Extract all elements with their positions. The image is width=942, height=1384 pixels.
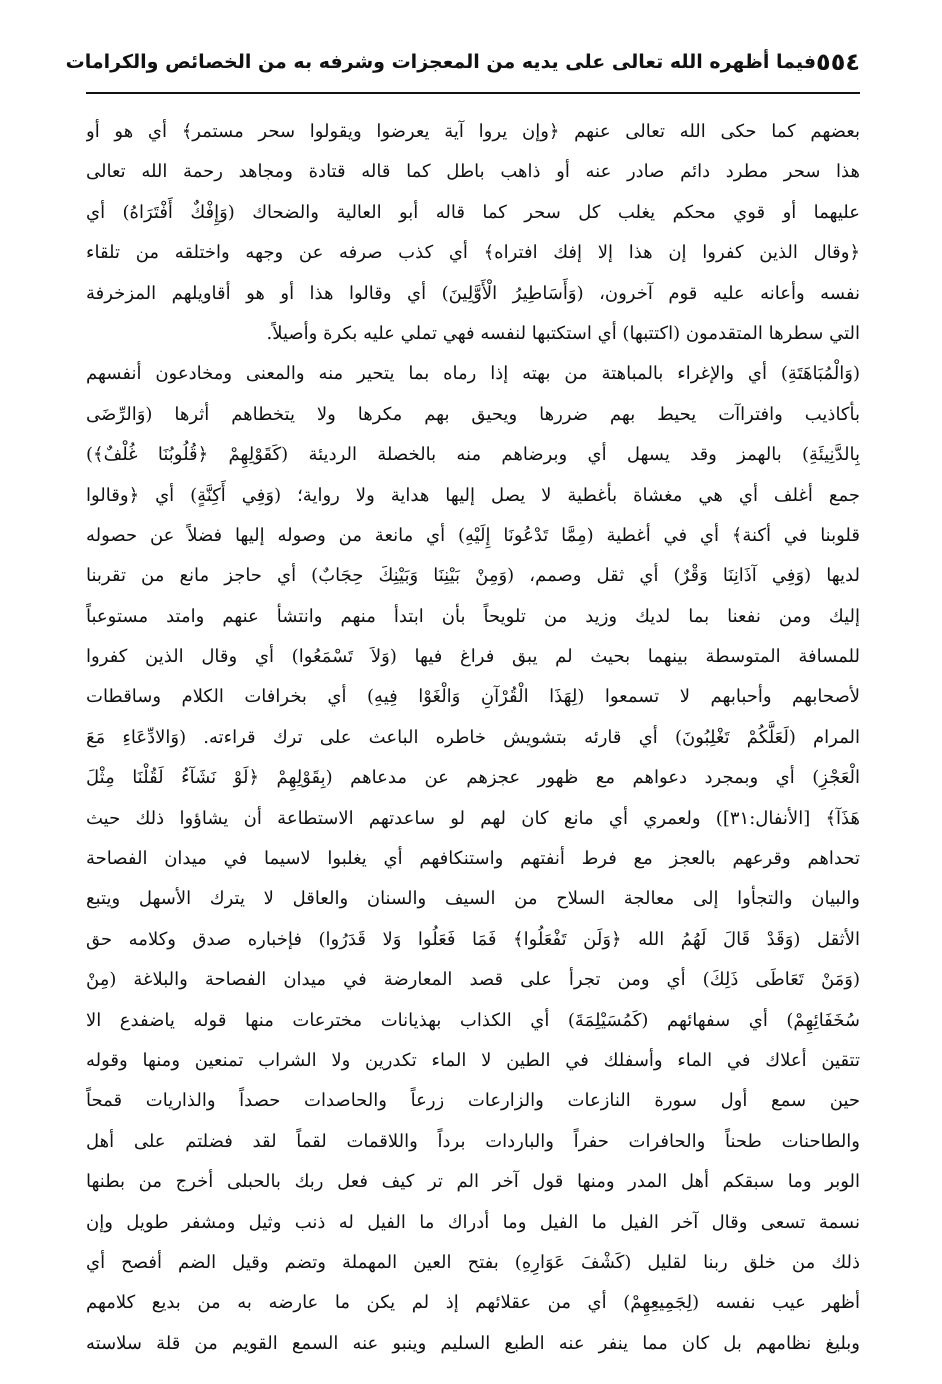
text-line: بأكاذيب وافتراآت يحيط بهم ضررها ويحيق بهم مكرها ولا يتخطاهم أثرها (وَالرِّضَى — [86, 403, 860, 425]
text-line: نفسه وأعانه عليه قوم آخرون، (وَأَسَاطِيرُ الْأَوَّلِينَ) أي وقالوا هذا أو هو أقاويلهم المزخرفة — [86, 282, 860, 304]
text-line: والبيان والتجأوا إلى معالجة السلاح من السيف والسنان والعاقل لا يترك الأسهل ويتبع — [86, 888, 860, 910]
text-line: التي سطرها المتقدمون (اكتتبها) أي استكتبها لنفسه فهي تملي عليه بكرة وأصيلاً. — [266, 322, 860, 344]
text-line: والطاحنات طحناً والحافرات حفراً والباردات برداً واللاقمات لقماً لقد فضلتم على أهل — [86, 1130, 860, 1152]
text-line: تتقين أعلاك في الماء وأسفلك في الطين لا الماء تكدرين ولا الشراب تمنعين ومنها وقوله — [86, 1049, 860, 1071]
text-line: إليك ومن نفعنا بما لديك وزيد من تلويحاً بأن ابتدأ منهم وانتشأ عنهم وامتد مستوعباً — [86, 605, 860, 627]
running-title: فيما أظهره الله تعالى على يديه من المعجزات وشرفه به من الخصائص والكرامات — [65, 51, 817, 73]
page-header — [65, 40, 860, 84]
text-line: سُخَفَائِهِمْ) أي سفهائهم (كَمُسَيْلِمَةَ) أي الكذاب بهذيانات مخترعات منها قوله ياضفدع الا — [86, 1009, 860, 1031]
text-line: للمسافة المتوسطة بينهما بحيث لم يبق فراغ فيها (وَلاَ تَسْمَعُوا) أي وقال الذين كفروا — [86, 646, 860, 668]
text-line: (وَمَنْ تَعَاطَى ذَلِكَ) أي ومن تجرأ على قصد المعارضة في ميدان الفصاحة والبلاغة (مِنْ — [86, 969, 860, 991]
text-line: ﴿وقال الذين كفروا إن هذا إلا إفك افتراه﴾ أي كذب صرفه عن وجهه واختلقه من تلقاء — [86, 242, 860, 264]
text-line: لديها (وَفِي آذَانِنَا وَقْرٌ) أي ثقل وصمم، (وَمِنْ بَيْنِنَا وَبَيْنِكَ حِجَابٌ) أي حاجز مانع من تقربنا — [86, 565, 860, 587]
text-line: جمع أغلف أي هي مغشاة بأغطية لا يصل إليها هداية ولا رواية؛ (وَفِي أَكِنَّةٍ) أي ﴿وقالوا — [86, 484, 860, 506]
text-line: نسمة تسعى وقال آخر الفيل ما الفيل وما أدراك ما الفيل له ذنب وثيل ومشفر طويل وإن — [86, 1211, 860, 1233]
text-line: عليهما أو قوي محكم يغلب كل سحر كما قاله أبو العالية والضحاك (وَإِفْكٌ أَفْتَرَاهُ) أي — [86, 201, 860, 223]
text-line: لأصحابهم وأحبابهم لا تسمعوا (لِهَذَا الْقُرْآنِ وَالْغَوْا فِيهِ) أي بخرافات الكلام وساقطات — [86, 686, 860, 708]
text-line: هذا سحر مطرد دائم صادر عنه أو ذاهب باطل كما قاله قتادة ومجاهد رحمة الله تعالى — [86, 161, 860, 183]
header-divider — [86, 92, 860, 94]
text-line: بعضهم كما حكى الله تعالى عنهم ﴿وإن يروا آية يعرضوا ويقولوا سحر مستمر﴾ أي هو أو — [86, 121, 860, 142]
text-line: هَذَآ﴾ [الأنفال:٣١]) ولعمري أي مانع كان لهم لو ساعدتهم الاستطاعة أن يشاؤوا ذلك حيث — [86, 807, 860, 829]
text-line: حين سمع أول سورة النازعات والزارعات زرعاً والحاصدات حصداً والذاريات قمحاً — [86, 1090, 860, 1112]
text-line: (وَالْمُبَاهَتَةِ) أي والإغراء بالمباهتة من بهته إذا رماه بما يتحير منه والمعنى ومخادعون أنفسهم — [86, 363, 860, 385]
text-line: قلوبنا في أكنة﴾ أي في أغطية (مِمَّا تَدْعُونَا إِلَيْهِ) أي مانعة من وصوله إليها فضلاً عن حصوله — [86, 524, 860, 546]
text-line: بِالدَّنِيئَةِ) بالهمز وقد يسهل أي وبرضاهم منه بالخصلة الرديئة (كَقَوْلِهِمْ ﴿قُلُوبُنَا غُلْفٌ﴾) — [86, 444, 860, 466]
text-line: الوبر وما سبقكم أهل المدر ومنها قول آخر الم تر كيف فعل ربك بالحبلى أخرج من بطنها — [86, 1171, 860, 1193]
text-line: ذلك من خلق ربنا لقليل (كَشْفَ عَوَارِهِ) بفتح العين المهملة وتضم وقيل الضم أفصح أي — [86, 1251, 860, 1273]
text-line: تحداهم وقرعهم بالعجز مع فرط أنفتهم واستنكافهم أي يغلبوا لاسيما في ميدان الفصاحة — [86, 848, 860, 870]
body-text — [86, 112, 860, 1364]
text-line: الأثقل (وَقَدْ قَالَ لَهُمُ الله ﴿وَلَن تَفْعَلُوا﴾ فَمَا فَعَلُوا وَلا قَدَرُوا) فإخباره صدق وكلامه حق — [86, 928, 860, 950]
text-line: المرام (لَعَلَّكُمْ تَغْلِبُونَ) أي قارئه بتشويش خاطره الباعث على ترك قراءته. (وَالادِّعَاءِ مَعَ — [86, 726, 860, 748]
text-line: وبليغ نظامهم بل كان مما ينفر عنه الطبع السليم وينبو عنه السمع القويم من قلة سلاسته — [86, 1332, 860, 1354]
page-number: ٥٥٤ — [816, 48, 860, 76]
text-line: الْعَجْزِ) أي وبمجرد دعواهم مع ظهور عجزهم عن مدعاهم (بِقَوْلِهِمْ ﴿لَوْ نَشَآءُ لَقُلْنَا مِثْلَ — [86, 767, 860, 789]
text-line: أظهر عيب نفسه (لِجَمِيعِهِمْ) أي من عقلائهم إذ لم يكن ما عارضه به من بديع كلامهم — [86, 1292, 860, 1314]
